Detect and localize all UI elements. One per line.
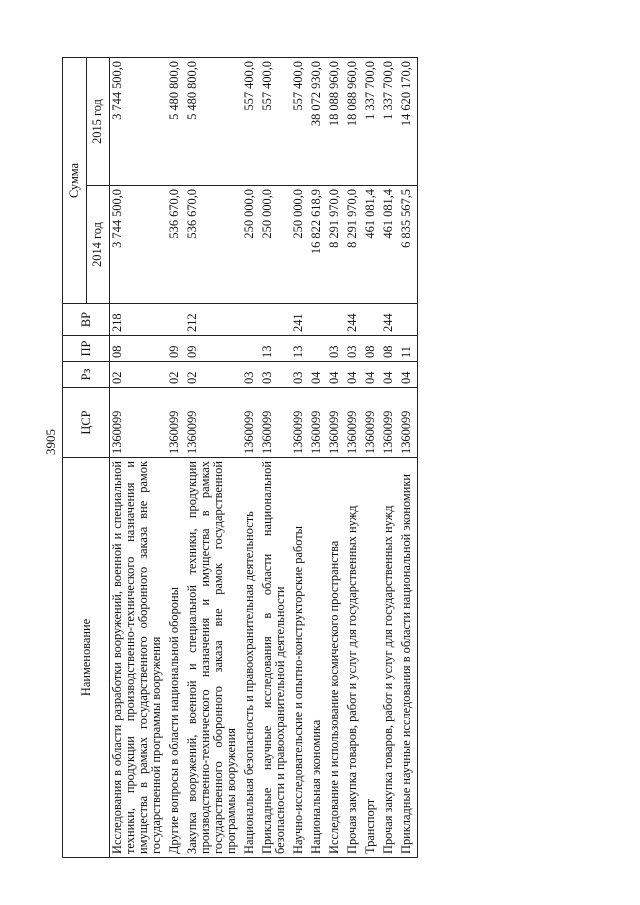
row-sum-2014: 536 670,0 [167, 186, 185, 304]
row-rz: 04 [309, 362, 327, 388]
table-row [185, 58, 242, 858]
row-pr: 08 [363, 336, 381, 362]
row-rz: 03 [242, 362, 260, 388]
row-name: Другие вопросы в области национальной обороны [167, 458, 185, 858]
row-pr: 09 [167, 336, 185, 362]
row-name: Национальная безопасность и правоохранительная деятельность [242, 458, 260, 858]
row-vr: 212 [185, 304, 242, 336]
row-sum-2015: 5 480 800,0 [185, 58, 242, 186]
row-rz: 02 [110, 362, 168, 388]
row-sum-2015: 557 400,0 [242, 58, 260, 186]
row-pr: 11 [399, 336, 418, 362]
row-pr: 03 [345, 336, 363, 362]
row-name: Закупка вооружений, военной и специальной техники, продукции производственно-технического назначения и имущества в рамках государственного оборонного заказа вне рамок государственной программы вооружения [185, 458, 242, 858]
row-name: Исследование и использование космического пространства [327, 458, 345, 858]
row-vr [260, 304, 291, 336]
row-csr: 1360099 [399, 388, 418, 458]
header-year-2014: 2014 год [86, 186, 110, 304]
rotated-page [62, 58, 610, 858]
row-csr: 1360099 [260, 388, 291, 458]
header-vr: ВР [63, 304, 110, 336]
table-row [167, 58, 185, 858]
table-row [381, 58, 399, 858]
row-vr: 218 [110, 304, 168, 336]
row-name: Прикладные научные исследования в области национальной безопасности и правоохранительной деятельности [260, 458, 291, 858]
row-csr: 1360099 [327, 388, 345, 458]
row-csr: 1360099 [167, 388, 185, 458]
row-sum-2015: 1 337 700,0 [381, 58, 399, 186]
table-row [399, 58, 418, 858]
row-sum-2014: 8 291 970,0 [327, 186, 345, 304]
row-name: Прочая закупка товаров, работ и услуг для государственных нужд [381, 458, 399, 858]
header-year-2015: 2015 год [86, 58, 110, 186]
row-rz: 04 [399, 362, 418, 388]
row-vr: 244 [381, 304, 399, 336]
row-sum-2015: 557 400,0 [291, 58, 309, 186]
budget-table [62, 57, 418, 858]
table-row [242, 58, 260, 858]
table-row [291, 58, 309, 858]
row-rz: 04 [327, 362, 345, 388]
row-csr: 1360099 [110, 388, 168, 458]
header-name: Наименование [63, 458, 110, 858]
row-rz: 02 [167, 362, 185, 388]
row-csr: 1360099 [185, 388, 242, 458]
table-row [309, 58, 327, 858]
row-pr: 03 [327, 336, 345, 362]
row-csr: 1360099 [242, 388, 260, 458]
table-row [345, 58, 363, 858]
row-sum-2015: 5 480 800,0 [167, 58, 185, 186]
row-name: Транспорт [363, 458, 381, 858]
row-sum-2015: 557 400,0 [260, 58, 291, 186]
row-pr: 13 [260, 336, 291, 362]
row-sum-2014: 250 000,0 [242, 186, 260, 304]
row-sum-2014: 250 000,0 [260, 186, 291, 304]
table-header [63, 58, 110, 858]
row-sum-2015: 38 072 930,0 [309, 58, 327, 186]
header-pr: ПР [63, 336, 110, 362]
table-row [110, 58, 168, 858]
row-vr [363, 304, 381, 336]
row-pr: 09 [185, 336, 242, 362]
header-csr: ЦСР [63, 388, 110, 458]
row-name: Прикладные научные исследования в области национальной экономики [399, 458, 418, 858]
row-vr: 241 [291, 304, 309, 336]
row-vr: 244 [345, 304, 363, 336]
row-vr [242, 304, 260, 336]
row-name: Национальная экономика [309, 458, 327, 858]
row-sum-2015: 18 088 960,0 [327, 58, 345, 186]
row-sum-2014: 250 000,0 [291, 186, 309, 304]
row-pr [242, 336, 260, 362]
row-sum-2015: 14 620 170,0 [399, 58, 418, 186]
row-pr: 08 [110, 336, 168, 362]
row-rz: 02 [185, 362, 242, 388]
row-pr: 08 [381, 336, 399, 362]
row-sum-2014: 461 081,4 [381, 186, 399, 304]
row-rz: 04 [363, 362, 381, 388]
row-rz: 03 [291, 362, 309, 388]
row-sum-2014: 6 835 567,5 [399, 186, 418, 304]
header-rz: Рз [63, 362, 110, 388]
row-vr [167, 304, 185, 336]
row-vr [399, 304, 418, 336]
row-csr: 1360099 [345, 388, 363, 458]
page-number: 3905 [43, 429, 58, 455]
row-vr [309, 304, 327, 336]
row-sum-2014: 3 744 500,0 [110, 186, 168, 304]
row-rz: 04 [381, 362, 399, 388]
row-sum-2014: 8 291 970,0 [345, 186, 363, 304]
row-csr: 1360099 [291, 388, 309, 458]
row-vr [327, 304, 345, 336]
row-sum-2015: 3 744 500,0 [110, 58, 168, 186]
row-sum-2014: 16 822 618,9 [309, 186, 327, 304]
table-row [327, 58, 345, 858]
row-csr: 1360099 [381, 388, 399, 458]
row-rz: 03 [260, 362, 291, 388]
row-csr: 1360099 [363, 388, 381, 458]
row-csr: 1360099 [309, 388, 327, 458]
row-pr [309, 336, 327, 362]
row-sum-2014: 461 081,4 [363, 186, 381, 304]
row-pr: 13 [291, 336, 309, 362]
table-body [110, 58, 418, 858]
table-row [260, 58, 291, 858]
row-name: Исследования в области разработки вооружений, военной и специальной техники, продукции производственно-технического назначения и имущества в рамках государственного оборонного заказа вне рамок государственной программы вооружения [110, 458, 168, 858]
row-sum-2015: 1 337 700,0 [363, 58, 381, 186]
row-sum-2014: 536 670,0 [185, 186, 242, 304]
row-sum-2015: 18 088 960,0 [345, 58, 363, 186]
row-name: Научно-исследовательские и опытно-конструкторские работы [291, 458, 309, 858]
header-sum: Сумма [63, 58, 87, 304]
row-rz: 04 [345, 362, 363, 388]
row-name: Прочая закупка товаров, работ и услуг для государственных нужд [345, 458, 363, 858]
table-row [363, 58, 381, 858]
